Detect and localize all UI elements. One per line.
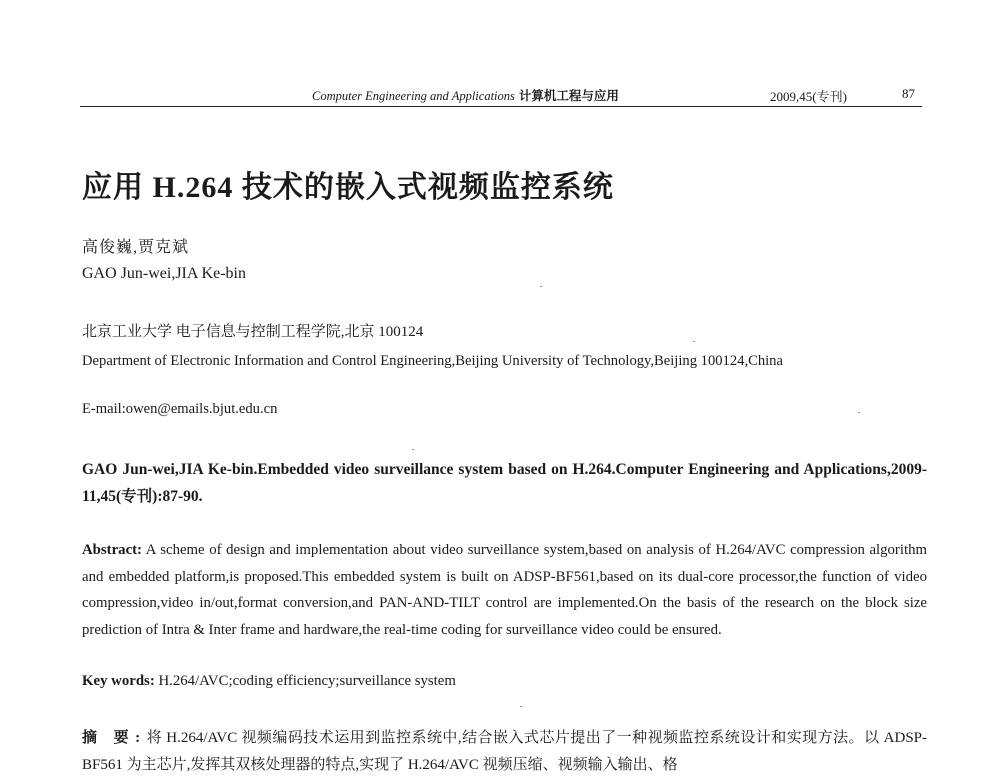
abstract-text: A scheme of design and implementation about video surveillance system,based on analysis of H.264/AVC compression algorithm and embedded platform,is proposed.This embedded system is built on ADSP-BF561,based on its dual-core processor,the function of video compression,video in/out,format conversion,and PAN-AND-TILT control are implemented.On the basis of the research on the block size prediction of Intra & Inter frame and hardware,the real-time coding for surveillance video could be ensured. [82,542,927,638]
scan-speck [520,706,522,707]
affiliation-en: Department of Electronic Information and Control Engineering,Beijing University of Technology,Beijing 100124,China [82,353,783,369]
header-divider [80,106,922,107]
abstract-cn-label: 摘 要: [82,730,147,746]
issue-info: 2009,45(专刊) [770,89,847,104]
keywords [82,673,456,690]
keywords-label: Key words: [82,673,155,689]
page-number: 87 [902,86,915,101]
citation: GAO Jun-wei,JIA Ke-bin.Embedded video surveillance system based on H.264.Computer Engineering and Applications,2009-11,45(专刊):87-90. [82,461,927,505]
paper-title: 应用 H.264 技术的嵌入式视频监控系统 [82,171,614,204]
abstract-cn-text: 将 H.264/AVC 视频编码技术运用到监控系统中,结合嵌入式芯片提出了一种视频监控系统设计和实现方法。以 ADSP-BF561 为主芯片,发挥其双核处理器的特点,实现了 H.264/AVC 视频压缩、视频输入输出、格 [82,730,927,773]
affiliation-cn: 北京工业大学 电子信息与控制工程学院,北京 100124 [82,324,424,340]
abstract-label: Abstract: [82,542,142,558]
authors-cn: 高俊巍,贾克斌 [82,239,190,256]
author-email: E-mail:owen@emails.bjut.edu.cn [82,401,278,417]
authors-en: GAO Jun-wei,JIA Ke-bin [82,265,246,282]
abstract-en [82,537,927,643]
journal-name-cn: 计算机工程与应用 [518,89,619,103]
scan-speck [693,341,695,342]
scan-speck [412,449,414,450]
scan-speck [858,412,860,413]
scan-speck [540,286,542,287]
keywords-text: H.264/AVC;coding efficiency;surveillance system [158,673,456,689]
abstract-cn [82,725,927,779]
journal-name-en: Computer Engineering and Applications [312,89,515,103]
running-header-journal [312,86,619,104]
